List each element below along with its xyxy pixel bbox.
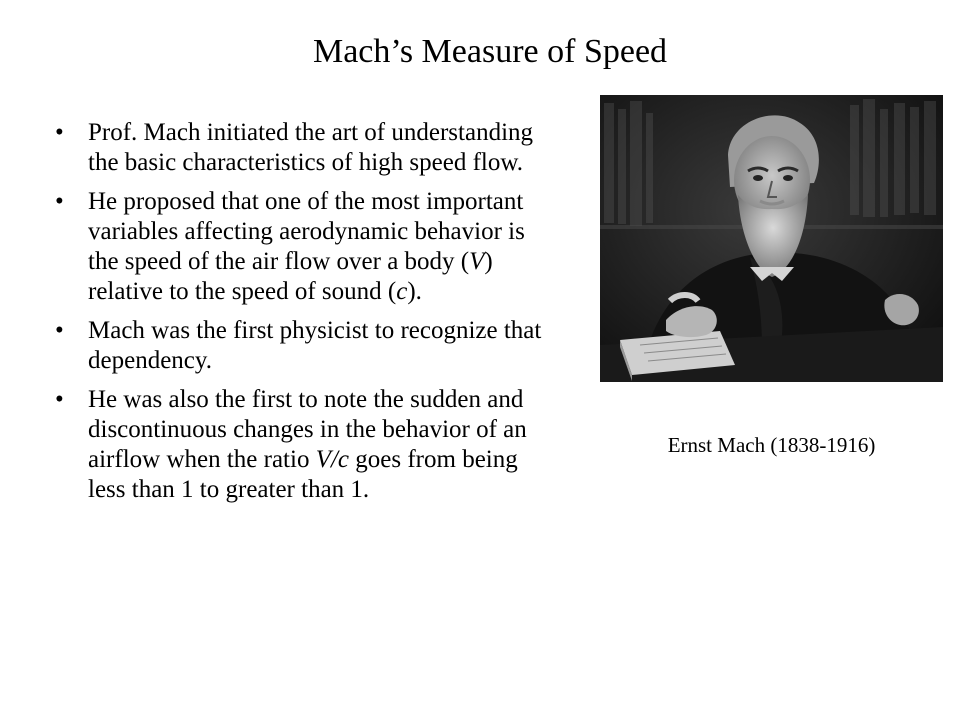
bullet-text: Mach was the first physicist to recognize that dependency.: [88, 317, 542, 374]
bullet-item: [55, 316, 545, 376]
bullet-dot-icon: •: [55, 317, 64, 344]
bullet-text: Prof. Mach initiated the art of understanding the basic characteristics of high speed flow.: [88, 119, 534, 176]
bullet-item: [55, 118, 545, 178]
slide-title: Mach’s Measure of Speed: [312, 33, 668, 70]
bullet-dot-icon: •: [55, 119, 64, 146]
bullet-dot-icon: •: [55, 188, 64, 215]
bullet-text: He proposed that one of the most important variables affecting aerodynamic behavior is the speed of the air flow over a body (V) relative to the speed of sound (c).: [88, 188, 525, 305]
bullet-item: [55, 187, 545, 307]
photo-caption: Ernst Mach (1838-1916): [667, 433, 876, 457]
bullet-list: [55, 118, 545, 514]
bullet-item: [55, 385, 545, 505]
portrait-photo: [600, 95, 943, 382]
bullet-dot-icon: •: [55, 386, 64, 413]
bullet-text: He was also the first to note the sudden and discontinuous changes in the behavior of an airflow when the ratio V/c goes from being less than 1 to greater than 1.: [88, 386, 527, 503]
